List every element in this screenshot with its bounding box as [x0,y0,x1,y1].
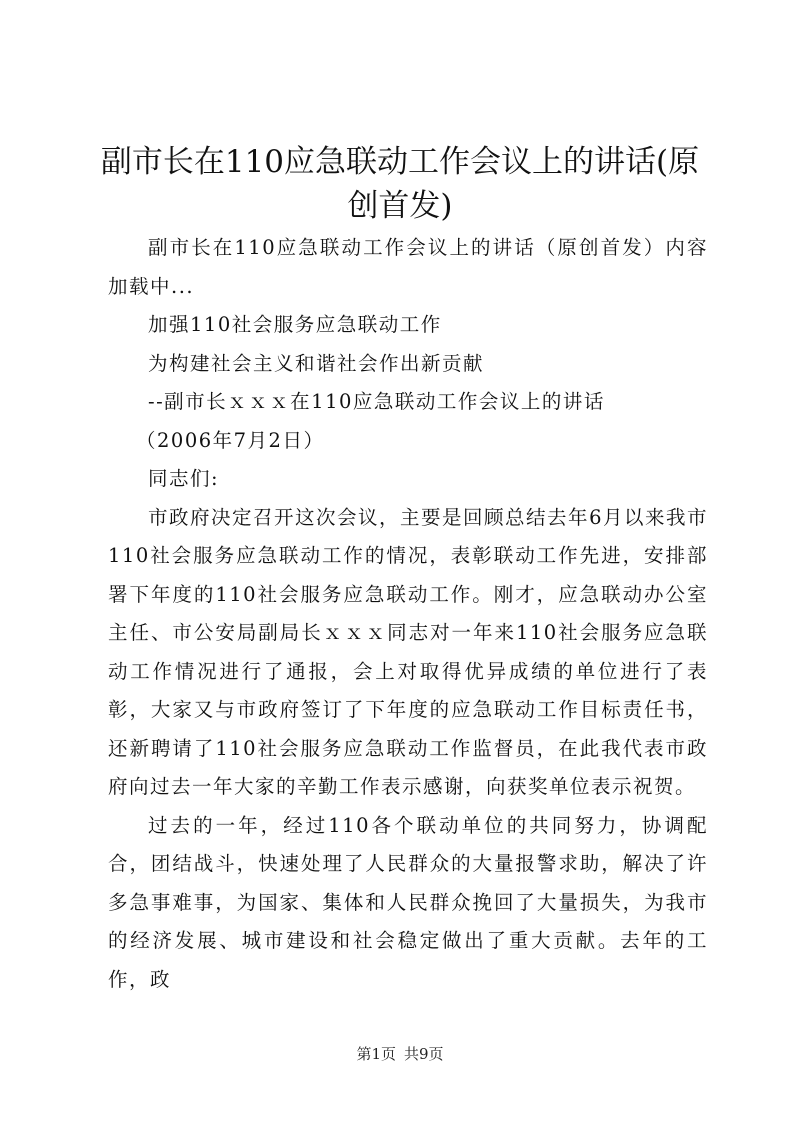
document-title: 副市长在110应急联动工作会议上的讲话(原创首发) [100,144,700,224]
paragraph-speaker: --副市长ｘｘｘ在110应急联动工作会议上的讲话 [148,390,605,413]
page-number: 第1页 [356,1045,396,1063]
paragraph-body-2: 过去的一年，经过110各个联动单位的共同努力，协调配合，团结战斗，快速处理了人民群众的大量报警求助，解决了许多急事难事，为国家、集体和人民群众挽回了大量损失，为我市的经济发展、城市建设和社会稳定做出了重大贡献。去年的工作，政 [108,813,708,991]
paragraph-body-1: 市政府决定召开这次会议，主要是回顾总结去年6月以来我市110社会服务应急联动工作的情况，表彰联动工作先进，安排部署下年度的110社会服务应急联动工作。刚才，应急联动办公室主任、市公安局副局长ｘｘｘ同志对一年来110社会服务应急联动工作情况进行了通报，会上对取得优异成绩的单位进行了表彰，大家又与市政府签订了下年度的应急联动工作目标责任书，还新聘请了110社会服务应急联动工作监督员，在此我代表市政府向过去一年大家的辛勤工作表示感谢，向获奖单位表示祝贺。 [108,505,708,798]
page-total: 共9页 [404,1045,444,1063]
document-body [108,229,708,999]
paragraph-heading-2: 为构建社会主义和谐社会作出新贡献 [148,351,485,375]
paragraph-heading-1: 加强110社会服务应急联动工作 [148,313,442,336]
paragraph-salutation: 同志们: [148,467,220,490]
page-footer [0,1043,800,1064]
paragraph-date: （2006年7月2日） [136,428,325,452]
paragraph-intro: 副市长在110应急联动工作会议上的讲话（原创首发）内容加载中... [108,236,708,298]
